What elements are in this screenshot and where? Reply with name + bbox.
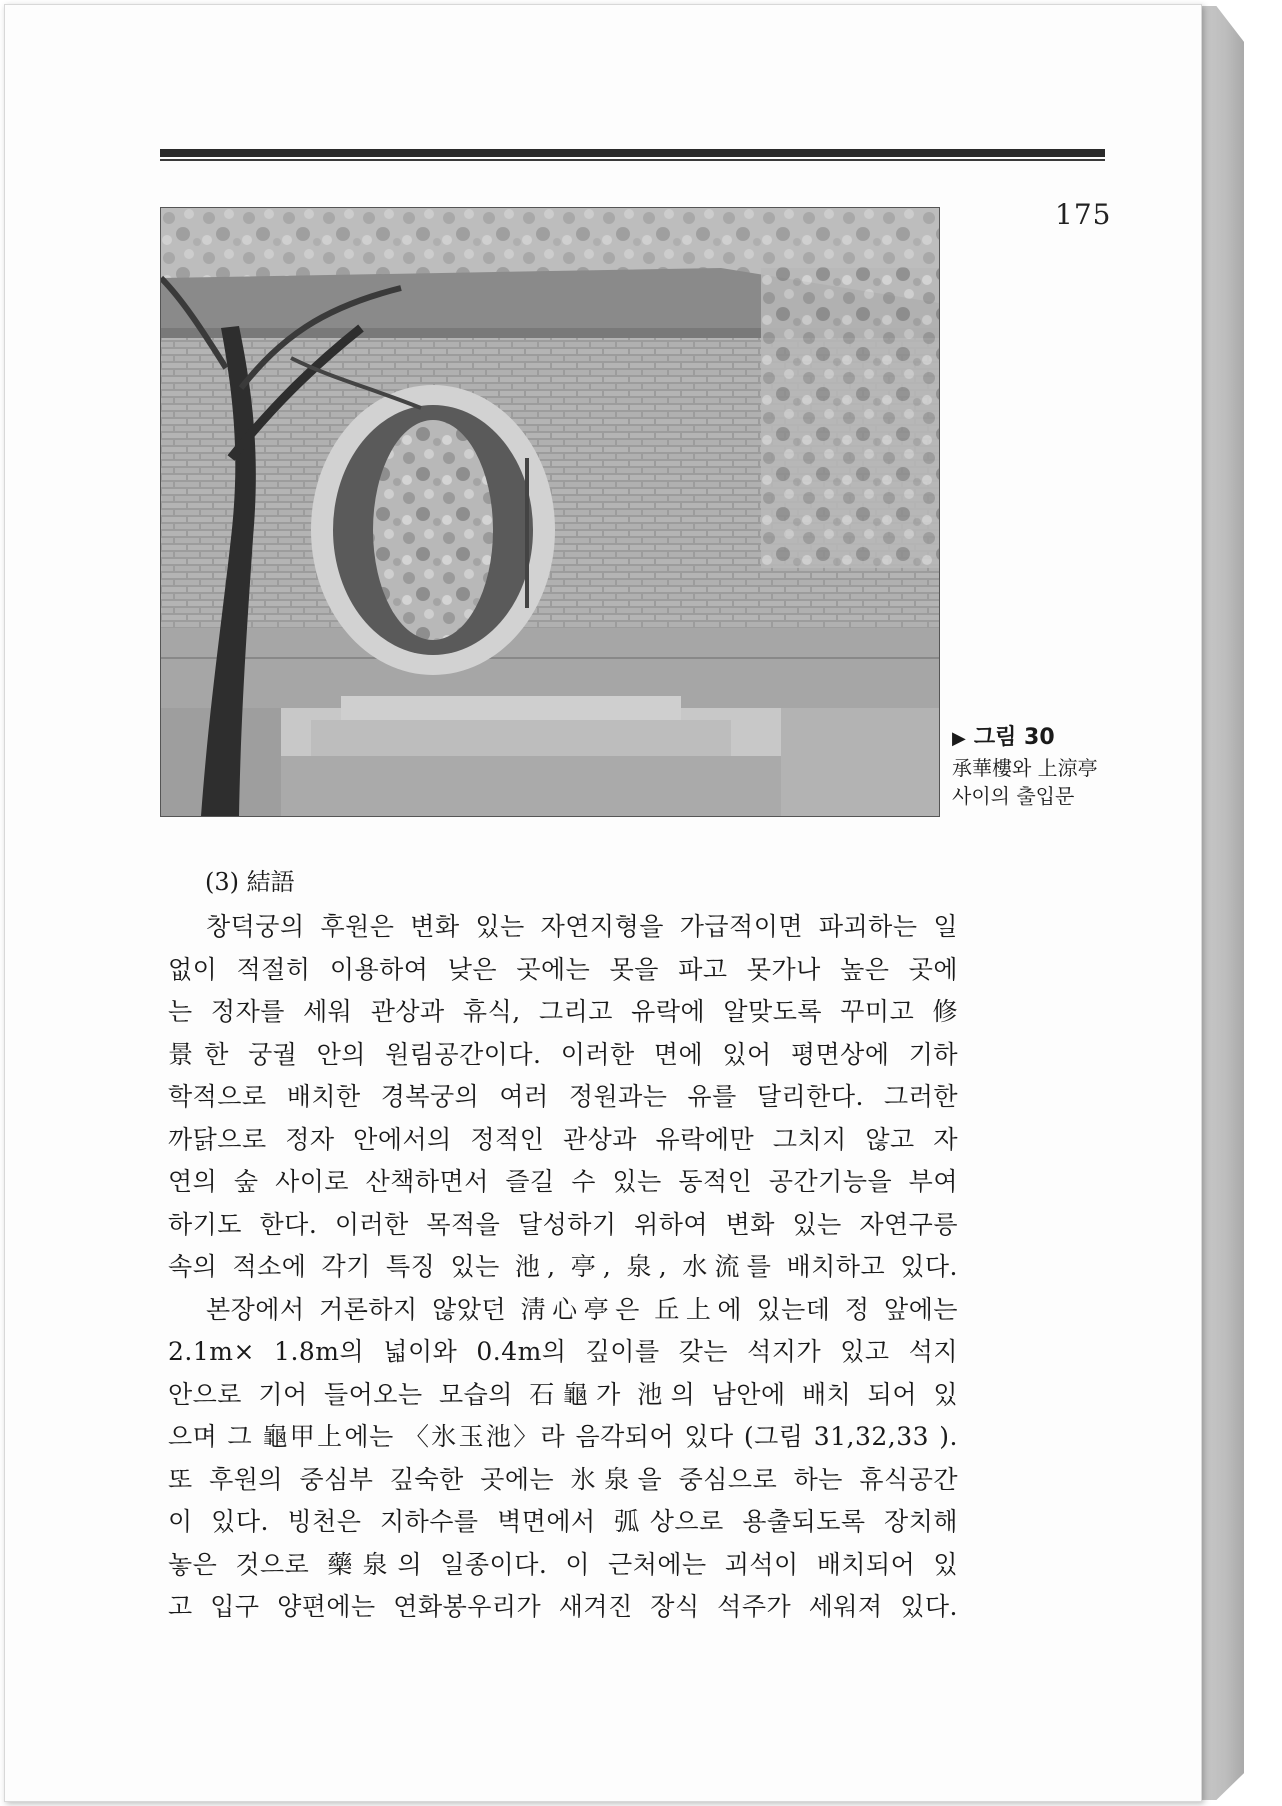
text-line: 이 있다. 빙천은 지하수를 벽면에서 弧상으로 용출되도록 장치해 [168,1507,958,1536]
text-line: 고 입구 양편에는 연화봉우리가 새겨진 장식 석주가 세워져 있다. [168,1592,958,1621]
text-line: 까닭으로 정자 안에서의 정적인 관상과 유락에만 그치지 않고 자 [168,1124,958,1154]
text-line: 연의 숲 사이로 산책하면서 즐길 수 있는 동적인 공간기능을 부여 [168,1167,958,1196]
text-line: 景한 궁궐 안의 원림공간이다. 이러한 면에 있어 평면상에 기하 [168,1039,958,1069]
page-edge [1198,6,1244,1800]
figure-photo [160,207,940,817]
text-line: 속의 적소에 각기 특징 있는 池, 亭, 泉, 水流를 배치하고 있다. [168,1252,958,1281]
text-line: 창덕궁의 후원은 변화 있는 자연지형을 가급적이면 파괴하는 일 [206,912,958,941]
page-number: 175 [1055,198,1112,231]
text-line: 놓은 것으로 藥泉의 일종이다. 이 근처에는 괴석이 배치되어 있 [168,1549,958,1579]
body-text [168,906,958,1629]
figure-caption [952,723,1132,810]
caption-line-2: 사이의 출입문 [952,784,1075,808]
triangle-marker-icon: ▶ [952,728,966,749]
caption-line-1: 承華樓와 上涼亭 [952,756,1098,780]
text-line: 하기도 한다. 이러한 목적을 달성하기 위하여 변화 있는 자연구릉 [168,1209,958,1239]
text-line: 2.1m× 1.8m의 넓이와 0.4m의 깊이를 갖는 석지가 있고 석지 [168,1337,958,1366]
text-line: 또 후원의 중심부 깊숙한 곳에는 氷泉을 중심으로 하는 휴식공간 [168,1464,958,1494]
text-line: 본장에서 거론하지 않았던 淸心亭은 丘上에 있는데 정 앞에는 [206,1294,958,1324]
figure-label [952,723,1132,754]
section-heading: (3) 結語 [205,868,295,896]
text-line: 으며 그 龜甲上에는 〈氷玉池〉라 음각되어 있다 (그림 31,32,33 ). [168,1422,958,1451]
figure-label-text: 그림 30 [973,725,1055,750]
header-rule-thin [160,159,1105,161]
text-line: 는 정자를 세워 관상과 휴식, 그리고 유락에 알맞도록 꾸미고 修 [168,997,958,1026]
header-rule [160,149,1105,157]
text-line: 없이 적절히 이용하여 낮은 곳에는 못을 파고 못가나 높은 곳에 [168,954,958,984]
text-line: 안으로 기어 들어오는 모습의 石龜가 池의 남안에 배치 되어 있 [168,1379,958,1409]
text-line: 학적으로 배치한 경복궁의 여러 정원과는 유를 달리한다. 그러한 [168,1082,958,1111]
